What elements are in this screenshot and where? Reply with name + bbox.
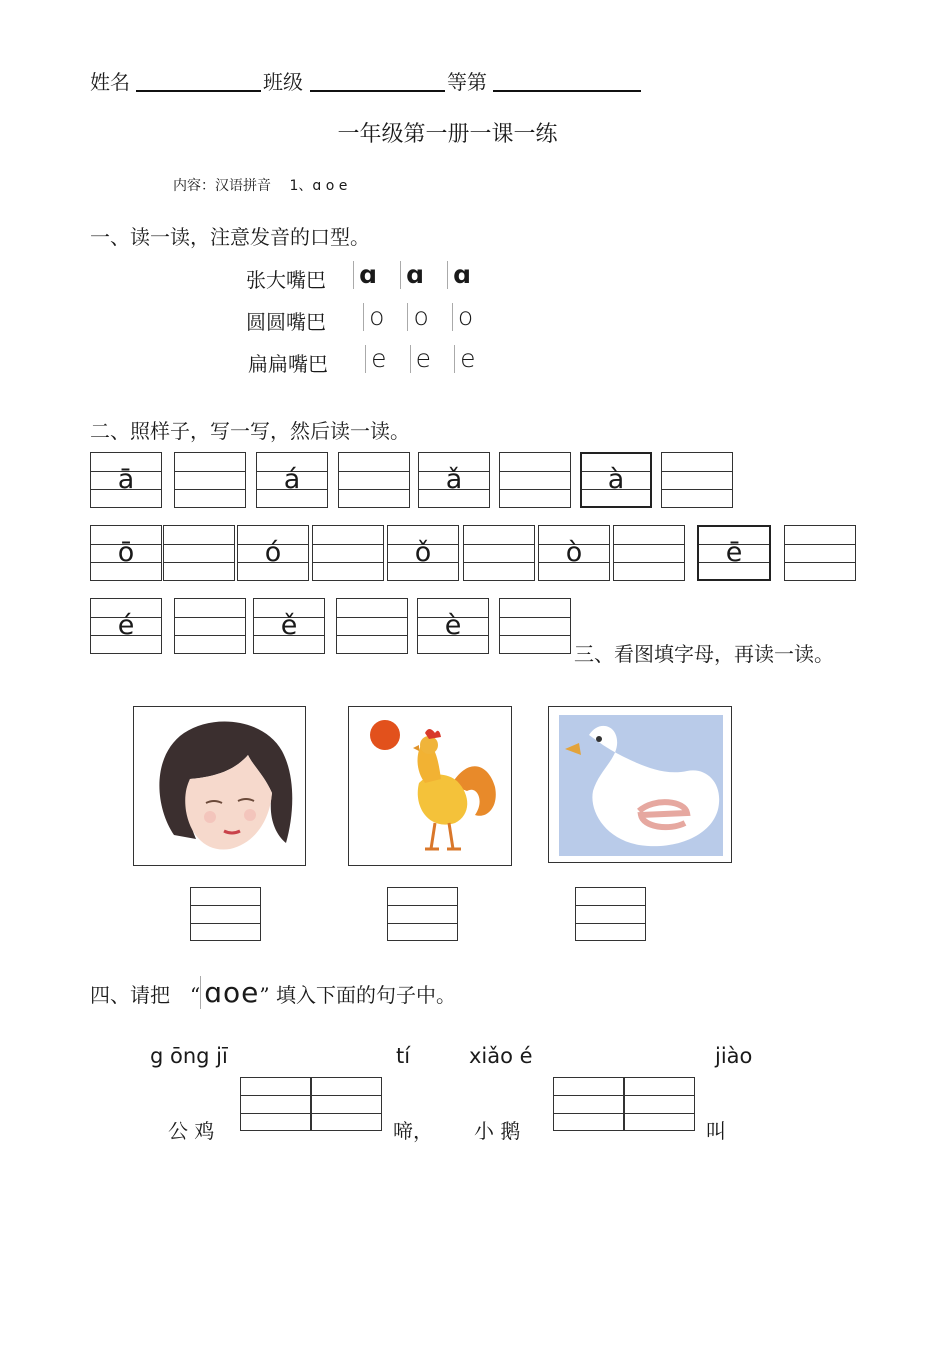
section4-heading-prefix: 四、请把 “ (90, 983, 201, 1007)
row-flat-mouth (248, 345, 493, 377)
sentence-answer-grid[interactable] (553, 1077, 624, 1131)
section3-heading: 三、看图填字母，再读一读。 (574, 642, 834, 666)
vowel-letter: o (363, 303, 388, 331)
tone-letter: ó (264, 536, 282, 568)
vowel-letter: ɑ (400, 261, 428, 289)
writing-grid-example (90, 525, 162, 581)
grade-field-line[interactable] (493, 90, 641, 92)
tone-letter: ǎ (445, 463, 463, 495)
pinyin-jiao: jiào (715, 1044, 753, 1068)
writing-grid[interactable] (661, 452, 733, 508)
writing-grid-example (387, 525, 459, 581)
goose-illustration (559, 715, 723, 856)
writing-grid-example (418, 452, 490, 508)
writing-grid[interactable] (312, 525, 384, 581)
writing-grid-example (237, 525, 309, 581)
tone-letter: à (607, 463, 625, 495)
writing-grid[interactable] (174, 598, 246, 654)
grade-label: 等第 (447, 70, 487, 94)
tone-letter: ē (725, 536, 743, 568)
tone-letter: ō (117, 536, 135, 568)
page-title: 一年级第一册一课一练 (337, 122, 558, 147)
writing-grid[interactable] (338, 452, 410, 508)
section4-letters: ɑoe (200, 976, 259, 1009)
section4-heading-suffix: ” 填入下面的句子中。 (259, 983, 456, 1007)
woman-face-picture (133, 706, 306, 866)
pinyin-gongji: g ōng jī (150, 1044, 228, 1068)
tone-letter: ò (565, 536, 583, 568)
name-label: 姓名 (90, 70, 130, 94)
writing-grid-example (580, 452, 652, 508)
pinyin-ti: tí (396, 1044, 411, 1068)
writing-grid[interactable] (336, 598, 408, 654)
sentence-answer-grid[interactable] (240, 1077, 311, 1131)
word-ti: 啼， (393, 1119, 433, 1143)
writing-grid[interactable] (499, 452, 571, 508)
word-xiaoe: 小 鹅 (474, 1119, 521, 1143)
writing-grid[interactable] (174, 452, 246, 508)
class-field-line[interactable] (310, 90, 445, 92)
name-field-line[interactable] (136, 90, 261, 92)
word-gongji: 公 鸡 (168, 1119, 215, 1143)
tone-letter: á (283, 463, 301, 495)
writing-grid-example (256, 452, 328, 508)
vowel-letter: ɑ (447, 261, 475, 289)
section4-heading (90, 976, 456, 1009)
writing-grid[interactable] (163, 525, 235, 581)
content-line: 内容：汉语拼音 1、ɑ o e (173, 178, 348, 194)
writing-grid-example (697, 525, 771, 581)
sentence-answer-grid[interactable] (311, 1077, 382, 1131)
vowel-letter: e (410, 345, 435, 373)
section2-heading: 二、照样子，写一写，然后读一读。 (90, 419, 410, 443)
tone-letter: ā (117, 463, 135, 495)
writing-grid-example (253, 598, 325, 654)
rooster-illustration (359, 715, 504, 859)
rooster-picture (348, 706, 512, 866)
row-round-mouth (246, 303, 491, 335)
tone-letter: ě (280, 609, 298, 641)
class-label: 班级 (263, 70, 303, 94)
writing-grid[interactable] (613, 525, 685, 581)
row-label: 张大嘴巴 (246, 268, 326, 292)
tone-letter: é (117, 609, 135, 641)
answer-grid-face[interactable] (190, 887, 261, 941)
pinyin-xiaoe: xiǎo é (469, 1044, 533, 1068)
answer-grid-goose[interactable] (575, 887, 646, 941)
vowel-letter: ɑ (353, 261, 381, 289)
woman-face-illustration (144, 715, 296, 859)
answer-grid-rooster[interactable] (387, 887, 458, 941)
writing-grid[interactable] (784, 525, 856, 581)
row-label: 扁扁嘴巴 (248, 352, 328, 376)
section1-heading: 一、读一读，注意发音的口型。 (90, 225, 370, 249)
word-jiao: 叫 (706, 1119, 726, 1143)
vowel-letter: e (365, 345, 390, 373)
writing-grid-example (417, 598, 489, 654)
writing-grid[interactable] (463, 525, 535, 581)
vowel-letter: o (452, 303, 477, 331)
vowel-letter: e (454, 345, 479, 373)
writing-grid-example (538, 525, 610, 581)
vowel-letter: o (407, 303, 432, 331)
writing-grid-example (90, 598, 162, 654)
sentence-answer-grid[interactable] (624, 1077, 695, 1131)
writing-grid[interactable] (499, 598, 571, 654)
row-open-mouth (246, 261, 489, 293)
tone-letter: ǒ (414, 536, 432, 568)
goose-picture (548, 706, 732, 863)
tone-letter: è (444, 609, 462, 641)
writing-grid-example (90, 452, 162, 508)
row-label: 圆圆嘴巴 (246, 310, 326, 334)
